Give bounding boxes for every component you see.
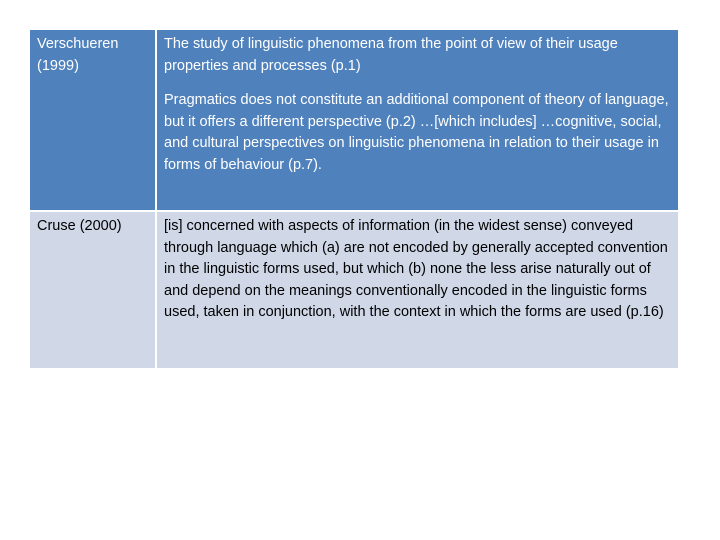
definition-paragraph: Pragmatics does not constitute an additional component of theory of language, but it offers a different perspective (p.2) …[which includes] …cognitive, social, and cultural perspectives on linguistic phenomena in relation to their usage in forms of behaviour (p.7). [164, 92, 669, 173]
definition-paragraph: [is] concerned with aspects of information (in the widest sense) conveyed through language which (a) are not encoded by generally accepted convention in the linguistic forms used, but which (b) none the less arise naturally out of and depend on the meanings conventionally encoded in the linguistic forms used, taken in conjunction, with the context in which the forms are used (p.16) [164, 218, 668, 320]
table-row [30, 30, 678, 211]
definition-cell [156, 30, 678, 211]
definitions-table [30, 30, 678, 368]
author-cell: Verschueren (1999) [30, 30, 156, 211]
author-cell: Cruse (2000) [30, 211, 156, 368]
definition-cell [156, 211, 678, 368]
table-row [30, 211, 678, 368]
definition-paragraph: The study of linguistic phenomena from the point of view of their usage properties and processes (p.1) [164, 36, 618, 74]
